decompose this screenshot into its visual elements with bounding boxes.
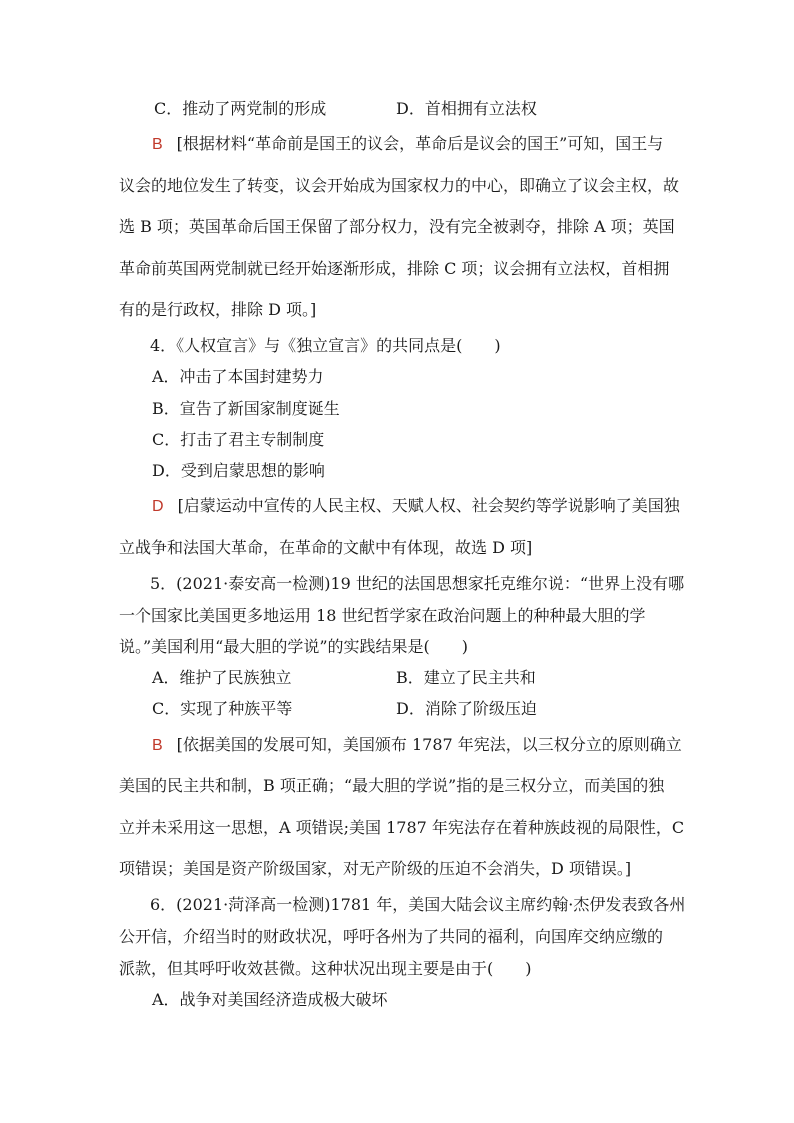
q5-stem-line-2: 一个国家比美国更多地运用 18 世纪哲学家在政治问题上的种种最大胆的学 (119, 606, 646, 625)
q3-answer-letter: B (152, 136, 163, 153)
q5-option-b[interactable]: B．建立了民主共和 (396, 668, 536, 687)
q4-option-a[interactable]: A．冲击了本国封建势力 (152, 367, 324, 386)
q4-option-c[interactable]: C．打击了君主专制制度 (152, 430, 325, 449)
q5-explanation-line-3: 立并未采用这一思想，A 项错误;美国 1787 年宪法存在着种族歧视的局限性，C (119, 818, 685, 837)
q3-explanation-line-3: 选 B 项；英国革命后国王保留了部分权力，没有完全被剥夺，排除 A 项；英国 (119, 217, 675, 236)
q3-explanation-line-4: 革命前英国两党制就已经开始逐渐形成，排除 C 项；议会拥有立法权，首相拥 (119, 259, 670, 278)
q4-explanation-line-1: D [启蒙运动中宣传的人民主权、天赋人权、社会契约等学说影响了美国独 (152, 496, 680, 515)
q5-option-d[interactable]: D．消除了阶级压迫 (396, 699, 537, 718)
q5-option-a[interactable]: A．维护了民族独立 (152, 668, 292, 687)
q5-option-c[interactable]: C．实现了种族平等 (152, 699, 293, 718)
q6-stem-line-1: 6．(2021·菏泽高一检测)1781 年，美国大陆会议主席约翰·杰伊发表致各州 (150, 895, 686, 914)
q4-stem: 4．《人权宣言》与《独立宣言》的共同点是( ) (150, 336, 501, 355)
q5-explanation-line-1: B [依据美国的发展可知，美国颁布 1787 年宪法，以三权分立的原则确立 (152, 735, 682, 754)
q5-explanation-line-2: 美国的民主共和制，B 项正确；“最大胆的学说”指的是三权分立，而美国的独 (119, 776, 665, 795)
q5-explanation-line-4: 项错误；美国是资产阶级国家，对无产阶级的压迫不会消失，D 项错误。] (119, 859, 632, 878)
q3-option-d[interactable]: D．首相拥有立法权 (396, 99, 537, 118)
q4-answer-letter: D (152, 498, 164, 515)
q3-explanation-line-2: 议会的地位发生了转变，议会开始成为国家权力的中心，即确立了议会主权，故 (119, 176, 680, 195)
q5-stem-line-1: 5．(2021·泰安高一检测)19 世纪的法国思想家托克维尔说：“世界上没有哪 (150, 574, 685, 593)
q6-stem-line-2: 公开信，介绍当时的财政状况，呼吁各州为了共同的福利，向国库交纳应缴的 (119, 927, 664, 946)
q4-option-b[interactable]: B．宣告了新国家制度诞生 (152, 399, 340, 418)
q6-option-a[interactable]: A．战争对美国经济造成极大破坏 (152, 990, 388, 1009)
q3-options-cd (154, 96, 537, 119)
q5-answer-letter: B (152, 737, 163, 754)
q3-explanation-line-1: B [根据材料“革命前是国王的议会，革命后是议会的国王”可知，国王与 (152, 134, 664, 153)
q6-stem-line-3: 派款，但其呼吁收效甚微。这种状况出现主要是由于( ) (119, 959, 532, 978)
q4-explanation-line-2: 立战争和法国大革命，在革命的文献中有体现，故选 D 项] (119, 538, 533, 557)
q5-options-cd (152, 696, 537, 719)
q3-option-c[interactable]: C．推动了两党制的形成 (154, 99, 327, 118)
q4-option-d[interactable]: D．受到启蒙思想的影响 (152, 461, 325, 480)
q3-explanation-line-5: 有的是行政权，排除 D 项。] (119, 300, 317, 319)
q5-stem-line-3: 说。”美国利用“最大胆的学说”的实践结果是( ) (119, 637, 469, 656)
q5-options-ab (152, 665, 536, 688)
